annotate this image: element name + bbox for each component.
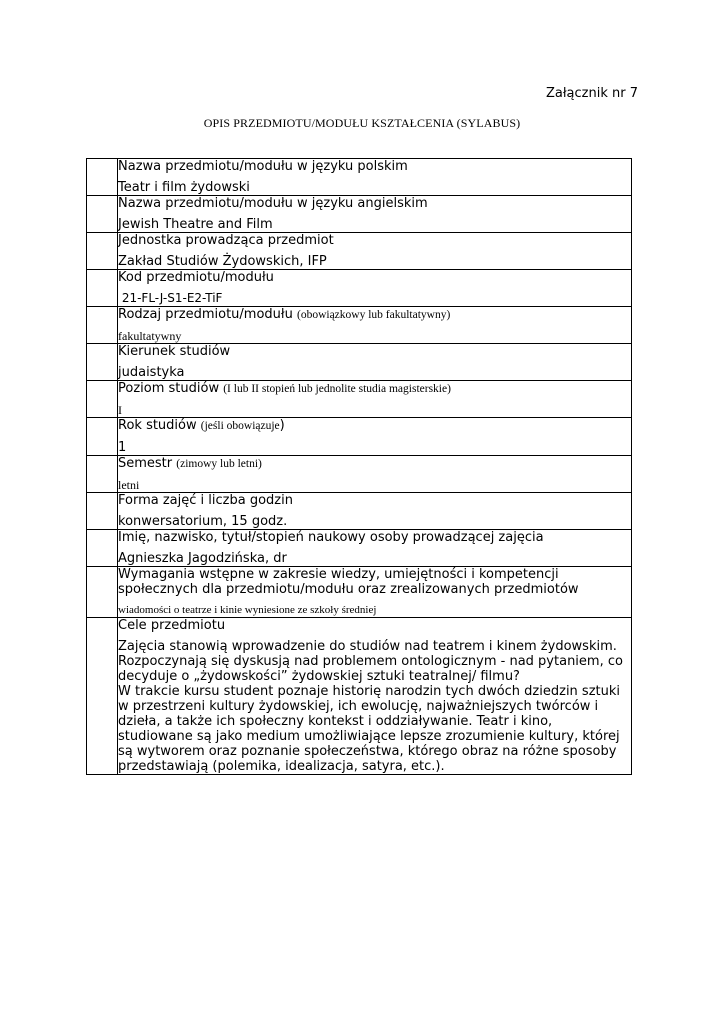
field-cell [118, 567, 632, 618]
row-number-cell [87, 381, 118, 418]
field-value: Agnieszka Jagodzińska, dr [118, 551, 287, 566]
table-row [87, 530, 632, 567]
field-cell [118, 381, 632, 418]
row-number-cell [87, 530, 118, 567]
table-row [87, 381, 632, 418]
field-cell [118, 307, 632, 344]
row-number-cell [87, 233, 118, 270]
field-cell [118, 344, 632, 381]
field-label [118, 456, 631, 472]
field-label [118, 418, 631, 434]
row-number-cell [87, 270, 118, 307]
field-cell [118, 493, 632, 530]
field-label-text: Rodzaj przedmiotu/modułu [118, 307, 293, 322]
field-label: Nazwa przedmiotu/modułu w języku polskim [118, 159, 408, 174]
field-cell [118, 418, 632, 456]
table-row [87, 159, 632, 196]
field-value: konwersatorium, 15 godz. [118, 514, 288, 529]
row-number-cell [87, 344, 118, 381]
field-label-text: Rok studiów [118, 418, 197, 433]
field-cell [118, 530, 632, 567]
field-value: fakultatywny [118, 329, 182, 343]
table-row [87, 196, 632, 233]
table-row [87, 456, 632, 493]
table-row [87, 233, 632, 270]
table-row [87, 493, 632, 530]
field-label: Imię, nazwisko, tytuł/stopień naukowy osoby prowadzącej zajęcia [118, 530, 544, 545]
row-number-cell [87, 196, 118, 233]
field-value: 1 [118, 440, 127, 455]
table-row [87, 344, 632, 381]
table-row [87, 618, 632, 775]
field-value: judaistyka [118, 365, 185, 380]
row-number-cell [87, 456, 118, 493]
document-title: OPIS PRZEDMIOTU/MODUŁU KSZTAŁCENIA (SYLABUS) [203, 116, 521, 130]
field-cell [118, 159, 632, 196]
row-number-cell [87, 159, 118, 196]
field-value: wiadomości o teatrze i kinie wyniesione ze szkoły średniej [118, 604, 377, 616]
field-value: Jewish Theatre and Film [118, 217, 273, 232]
field-label: Kod przedmiotu/modułu [118, 270, 274, 285]
field-label: Forma zajęć i liczba godzin [118, 493, 293, 508]
annex-number: Załącznik nr 7 [545, 86, 638, 101]
field-value: Teatr i film żydowski [118, 180, 250, 195]
field-cell [118, 270, 632, 307]
field-label: Kierunek studiów [118, 344, 231, 359]
table-row [87, 418, 632, 456]
field-label: Nazwa przedmiotu/modułu w języku angielskim [118, 196, 428, 211]
field-cell [118, 456, 632, 493]
field-value: 21-FL-J-S1-E2-TiF [118, 291, 223, 305]
field-label-text: Semestr [118, 456, 173, 471]
field-cell [118, 196, 632, 233]
field-label: Wymagania wstępne w zakresie wiedzy, umiejętności i kompetencji społecznych dla przedmiotu/modułu oraz zrealizowanych przedmiotów [118, 567, 579, 597]
row-number-cell [87, 418, 118, 456]
field-label: Cele przedmiotu [118, 618, 226, 633]
syllabus-table [86, 158, 632, 775]
field-label: Jednostka prowadząca przedmiot [118, 233, 334, 248]
field-label [118, 381, 631, 397]
row-number-cell [87, 618, 118, 775]
table-row [87, 567, 632, 618]
field-value: Zajęcia stanowią wprowadzenie do studiów nad teatrem i kinem żydowskim. Rozpoczynają się dyskusją nad problemem ontologicznym - nad pytaniem, co decyduje o „żydowskości” żydowskiej sztuki teatralnej/ filmu? W trakcie kursu student poznaje historię narodzin tych dwóch dziedzin sztuki w przestrzeni kultury żydowskiej, ich ewolucję, najważniejszych twórców i dzieła, a także ich społeczny kontekst i oddziaływanie. Teatr i kino, studiowane są jako medium umożliwiające lepsze zrozumienie kultury, której są wytworem oraz poznanie społeczeństwa, którego obraz na różne sposoby przedstawiają (polemika, idealizacja, satyra, etc.). [118, 639, 623, 774]
field-hint: (I lub II stopień lub jednolite studia magisterskie) [223, 383, 451, 395]
field-hint: (obowiązkowy lub fakultatywny) [297, 309, 451, 321]
field-value: letni [118, 478, 140, 492]
field-hint-close: ) [279, 418, 285, 433]
table-row [87, 270, 632, 307]
table-row [87, 307, 632, 344]
field-label-text: Poziom studiów [118, 381, 220, 396]
field-value: Zakład Studiów Żydowskich, IFP [118, 254, 327, 269]
field-cell [118, 618, 632, 775]
field-hint: (jeśli obowiązuje [200, 420, 280, 432]
field-label [118, 307, 631, 323]
field-hint: (zimowy lub letni) [176, 458, 262, 470]
row-number-cell [87, 493, 118, 530]
field-value: I [118, 403, 122, 417]
field-cell [118, 233, 632, 270]
row-number-cell [87, 567, 118, 618]
row-number-cell [87, 307, 118, 344]
